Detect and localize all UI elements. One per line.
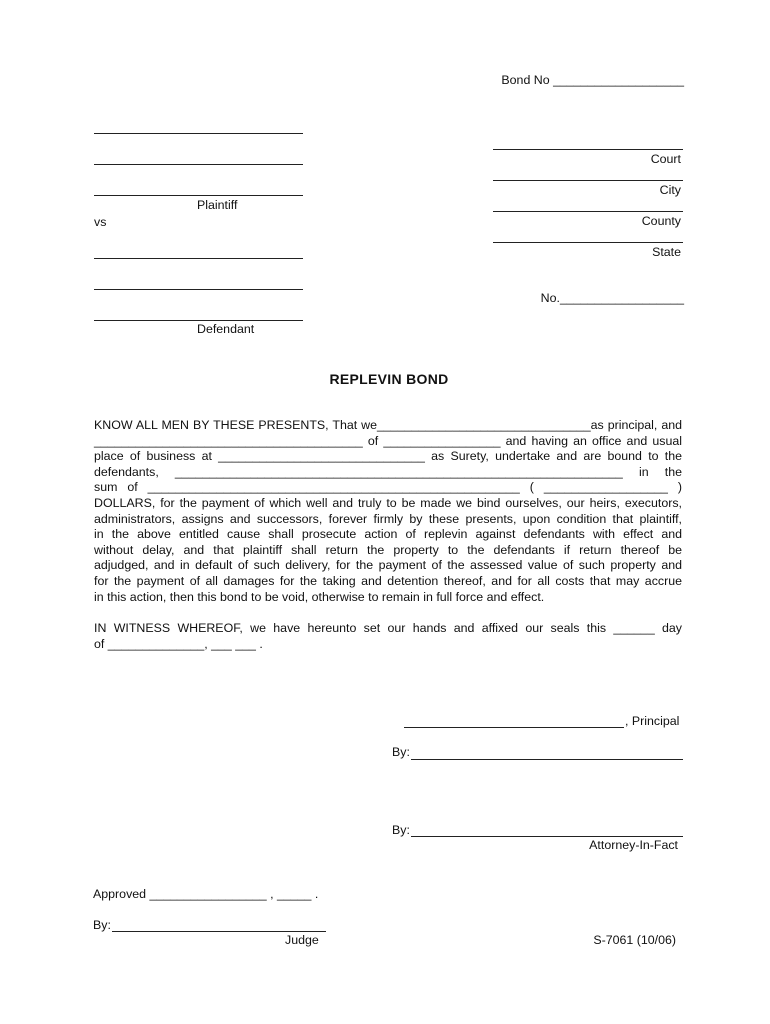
plaintiff-line-2 <box>94 164 303 165</box>
form-number: S-7061 (10/06) <box>593 933 676 947</box>
body-line: adjudged, and in default of such delivery, for the payment of the assessed value of such property and <box>94 558 682 573</box>
approval-by-label: By: <box>93 918 111 932</box>
witness-line-1: IN WITNESS WHEREOF, we have hereunto set our hands and affixed our seals this ______ day <box>94 621 682 635</box>
county-label: County <box>641 214 681 228</box>
defendant-line-3 <box>94 320 303 321</box>
body-line: DOLLARS, for the payment of which well and truly to be made we bind ourselves, our heirs, executors, <box>94 495 682 510</box>
body-line: place of business at ______________________________ as Surety, undertake and are bound to the <box>94 449 682 464</box>
body-line: _______________________________________ of _________________ and having an office and usual <box>94 433 682 448</box>
plaintiff-line-3 <box>94 195 303 196</box>
judge-signature-line <box>112 931 326 932</box>
defendant-line-2 <box>94 289 303 290</box>
witness-line-2: of ______________, ___ ___ . <box>94 636 263 651</box>
plaintiff-line-1 <box>94 133 303 134</box>
witness-paragraph <box>94 621 682 652</box>
surety-by-line <box>411 836 683 837</box>
defendant-label: Defendant <box>197 322 255 336</box>
state-line <box>493 242 683 243</box>
surety-by-label: By: <box>392 823 410 837</box>
principal-by-line <box>411 759 683 760</box>
judge-label: Judge <box>285 933 319 947</box>
document-title: REPLEVIN BOND <box>329 371 449 387</box>
principal-by-label: By: <box>392 745 410 759</box>
county-line <box>493 211 683 212</box>
vs-label: vs <box>94 215 107 229</box>
defendant-line-1 <box>94 258 303 259</box>
principal-signature-line <box>404 727 624 728</box>
court-label: Court <box>650 152 681 166</box>
state-label: State <box>652 245 681 259</box>
body-line: in the above entitled cause shall prosecute action of replevin against defendants with effect and <box>94 527 682 542</box>
approved-field: Approved _________________ , _____ . <box>93 887 319 901</box>
case-number-field: No.__________________ <box>540 291 684 305</box>
body-line: administrators, assigns and successors, forever firmly by these presents, upon condition that plaintiff, <box>94 511 682 526</box>
court-line <box>493 149 683 150</box>
body-line: defendants, _________________________________________________________________ in the <box>94 464 682 479</box>
body-line: in this action, then this bond to be void, otherwise to remain in full force and effect. <box>94 589 545 604</box>
city-line <box>493 180 683 181</box>
principal-label: , Principal <box>625 714 680 728</box>
body-line: without delay, and that plaintiff shall return the property to the defendants if return thereof be <box>94 542 682 557</box>
city-label: City <box>659 183 681 197</box>
bond-number-field: Bond No ___________________ <box>501 73 684 87</box>
plaintiff-label: Plaintiff <box>197 198 238 212</box>
attorney-in-fact-label: Attorney-In-Fact <box>589 838 678 852</box>
body-line: for the payment of all damages for the taking and detention thereof, and for all costs that may accrue <box>94 573 682 588</box>
bond-body <box>94 418 682 605</box>
body-line: sum of ______________________________________________________ ( __________________ ) <box>94 480 682 495</box>
body-line: KNOW ALL MEN BY THESE PRESENTS, That we_______________________________as principal, and <box>94 418 682 432</box>
